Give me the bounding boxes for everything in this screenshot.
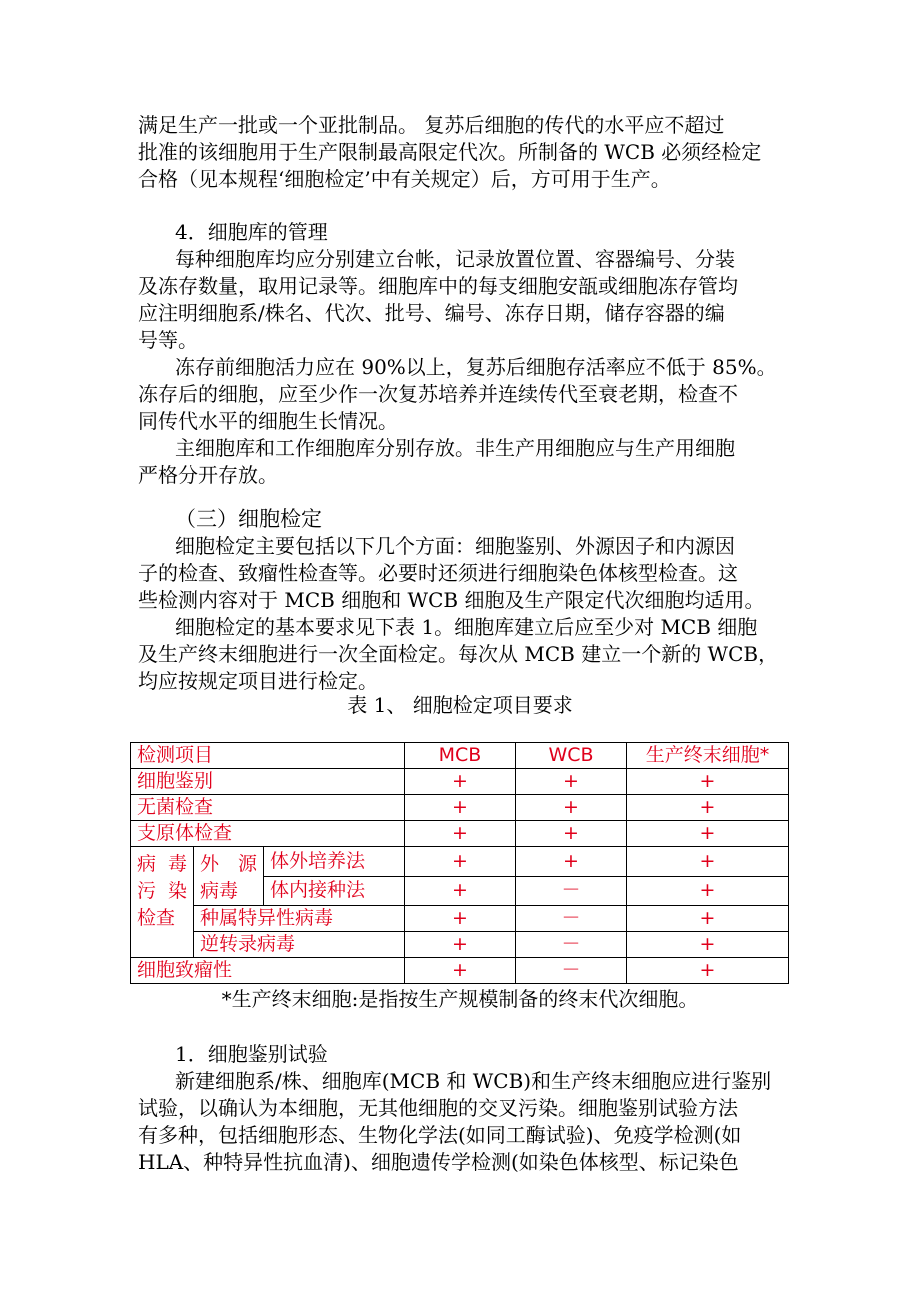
- cell-mcb: +: [405, 906, 516, 932]
- text-line: 及冻存数量，取用记录等。细胞库中的每支细胞安瓿或细胞冻存管均: [138, 274, 738, 298]
- row-label: 细胞致瘤性: [131, 958, 405, 984]
- cell-mcb: +: [405, 795, 516, 821]
- header-mcb: MCB: [405, 743, 516, 769]
- virus-group-label: 病 毒 污 染 检查: [131, 847, 194, 958]
- row-label: 体外培养法: [264, 847, 405, 877]
- table-row: [131, 795, 789, 821]
- text-line: 有多种，包括细胞形态、生物化学法(如同工酶试验)、免疫学检测(如: [138, 1123, 742, 1147]
- table-footnote: *生产终末细胞:是指按生产规模制备的终末代次细胞。: [221, 987, 699, 1011]
- cell-mcb: +: [405, 847, 516, 877]
- row-label: 体内接种法: [264, 876, 405, 906]
- cell-mcb: +: [405, 769, 516, 795]
- text-line: HLA、种特异性抗血清)、细胞遗传学检测(如染色体核型、标记染色: [138, 1150, 739, 1174]
- text-line: 细胞检定的基本要求见下表 1。细胞库建立后应至少对 MCB 细胞: [175, 615, 758, 639]
- text-line: 满足生产一批或一个亚批制品。 复苏后细胞的传代的水平应不超过: [138, 113, 725, 137]
- table-row: [131, 769, 789, 795]
- cell-end: +: [627, 876, 789, 906]
- cell-mcb: +: [405, 821, 516, 847]
- text-line: 冻存前细胞活力应在 90%以上，复苏后细胞存活率应不低于 85%。: [175, 355, 777, 379]
- table-row: [131, 932, 789, 958]
- cell-end: +: [627, 932, 789, 958]
- table-row: [131, 958, 789, 984]
- section-heading: （三）细胞检定: [175, 507, 322, 531]
- text-line: 冻存后的细胞，应至少作一次复苏培养并连续传代至衰老期，检查不: [138, 382, 738, 406]
- cell-wcb: －: [516, 876, 627, 906]
- row-label: 支原体检查: [131, 821, 405, 847]
- text-line: 些检测内容对于 MCB 细胞和 WCB 细胞及生产限定代次细胞均适用。: [138, 588, 765, 612]
- cell-wcb: +: [516, 821, 627, 847]
- text-line: 应注明细胞系/株名、代次、批号、编号、冻存日期，储存容器的编: [138, 301, 725, 325]
- text-line: 新建细胞系/株、细胞库(MCB 和 WCB)和生产终末细胞应进行鉴别: [175, 1069, 772, 1093]
- cell-wcb: +: [516, 769, 627, 795]
- row-label: 逆转录病毒: [194, 932, 405, 958]
- section-heading: 1．细胞鉴别试验: [175, 1042, 328, 1066]
- header-wcb: WCB: [516, 743, 627, 769]
- cell-end: +: [627, 906, 789, 932]
- text-line: 子的检查、致瘤性检查等。必要时还须进行细胞染色体核型检查。这: [138, 561, 738, 585]
- table-row: [131, 906, 789, 932]
- cell-end: +: [627, 769, 789, 795]
- row-label: 种属特异性病毒: [194, 906, 405, 932]
- table-row: [131, 821, 789, 847]
- cell-mcb: +: [405, 932, 516, 958]
- cell-end: +: [627, 795, 789, 821]
- cell-mcb: +: [405, 876, 516, 906]
- text-line: 合格（见本规程‘细胞检定’中有关规定）后，方可用于生产。: [138, 167, 671, 191]
- exo-group-label: 外源 病毒: [194, 847, 264, 906]
- row-label: 细胞鉴别: [131, 769, 405, 795]
- cell-end: +: [627, 847, 789, 877]
- cell-wcb: －: [516, 958, 627, 984]
- cell-end: +: [627, 958, 789, 984]
- text-line: 严格分开存放。: [138, 463, 278, 487]
- header-item: 检测项目: [131, 743, 405, 769]
- row-label: 无菌检查: [131, 795, 405, 821]
- table-row: [131, 847, 789, 877]
- text-line: 号等。: [138, 328, 198, 352]
- text-line: 细胞检定主要包括以下几个方面：细胞鉴别、外源因子和内源因: [175, 534, 735, 558]
- text-line: 试验，以确认为本细胞，无其他细胞的交叉污染。细胞鉴别试验方法: [138, 1096, 738, 1120]
- cell-wcb: －: [516, 906, 627, 932]
- cell-end: +: [627, 821, 789, 847]
- text-line: 及生产终末细胞进行一次全面检定。每次从 MCB 建立一个新的 WCB，: [138, 642, 779, 666]
- table-caption: 表 1、 细胞检定项目要求: [347, 693, 573, 717]
- cell-wcb: +: [516, 795, 627, 821]
- section-heading: 4．细胞库的管理: [175, 220, 328, 244]
- text-line: 每种细胞库均应分别建立台帐，记录放置位置、容器编号、分装: [175, 247, 735, 271]
- cell-wcb: +: [516, 847, 627, 877]
- text-line: 均应按规定项目进行检定。: [138, 669, 378, 693]
- cell-wcb: －: [516, 932, 627, 958]
- inspection-table: [130, 742, 789, 984]
- header-end-cell: 生产终末细胞*: [627, 743, 789, 769]
- cell-mcb: +: [405, 958, 516, 984]
- table-header-row: [131, 743, 789, 769]
- text-line: 批准的该细胞用于生产限制最高限定代次。所制备的 WCB 必须经检定: [138, 140, 762, 164]
- text-line: 同传代水平的细胞生长情况。: [138, 409, 398, 433]
- text-line: 主细胞库和工作细胞库分别存放。非生产用细胞应与生产用细胞: [175, 436, 735, 460]
